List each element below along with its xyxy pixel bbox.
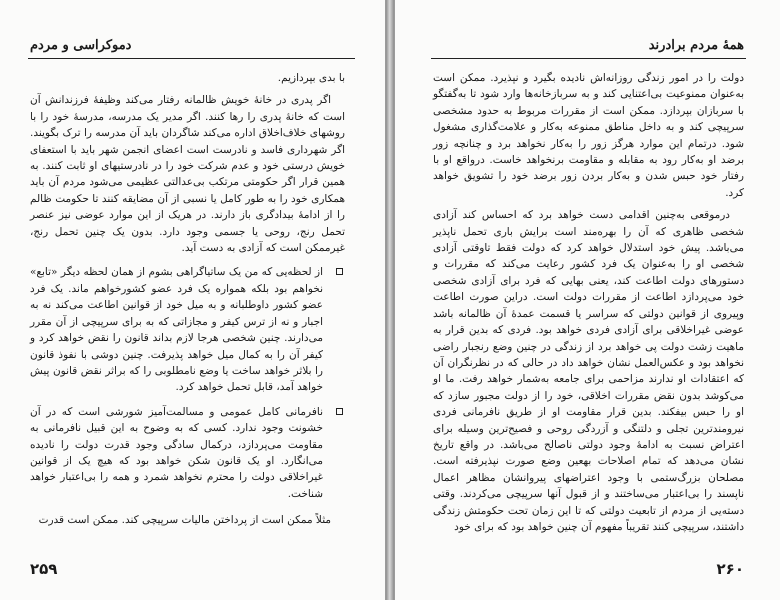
right-page [394,0,780,600]
bullet-item-text: نافرمانی کامل عمومی و مسالمت‌آمیز شورشی است که در آن خشونت وجود ندارد. کسی که به وضوح به این قبیل نافرمانی به مقاومت می‌پردازد، درکمال سادگی وجود قدرت دولت را نادیده می‌انگارد. او یک قانون شکن خواهد بود که هیچ یک از قوانین غیراخلاقی دولت را محترم نخواهد شمرد و همه را بی‌اعتبار خواهد شناخت. [30,405,323,500]
right-page-body [433,70,744,541]
header-rule-left [28,58,355,59]
running-head-left: دموکراسی و مردم [30,38,132,53]
left-footnote-line: مثلاً ممکن است از پرداختن مالیات سرپیچی کند. ممکن است قدرت [38,514,331,527]
running-head-right: همهٔ مردم برادرند [648,38,744,53]
book-gutter [386,0,394,600]
left-page-body [30,70,345,535]
page-number-right: ۲۶۰ [716,560,744,578]
bullet-item-text: از لحظه‌یی که من یک ساتیاگراهی بشوم از همان لحظه دیگر «تابع» نخواهم بود بلکه همواره یک فرد عضو کشورخواهم ماند. یک فرد عضو کشور داوطلبانه و به میل خود از قوانین اطاعت می‌کند نه به اجبار و نه از ترس کیفر و مجازاتی که به برای سرپیچی از آن مقرر می‌دارند. چنین شخصی هرجا لازم بداند قانون را نقض خواهد کرد و کیفر آن را به کمال میل خواهد پذیرفت. چنین دوشی با نفوذ قانون را بلاثر خواهد ساخت یا وضع نامطلوبی را که براثر نقض قانون پیش خواهد آمد، قابل تحمل خواهد کرد. [30,266,323,394]
checkbox-bullet-icon [336,268,343,275]
bullet-item-2 [30,404,345,502]
left-paragraph-1: با بدی بپردازیم. [277,72,345,84]
checkbox-bullet-icon [336,408,343,415]
right-paragraph-2: درموقعی به‌چنین اقدامی دست خواهد برد که احساس کند آزادی شخصی ظاهری که آن را بهره‌مند است برایش باری تحمل ناپذیر می‌باشد. پیش خود استدلال خواهد کرد که دولت فقط تاوقتی آزادی شخصی او را به‌عنوان یک فرد کشور رعایت می‌کند که مقررات و دستورهای دولت اطاعت کند، یعنی بهایی که فرد برای آزادی شخصی خود می‌پردازد اطاعت از مقررات دولت است. دراین صورت اطاعت وپیروی از قوانین دولتی که سراسر یا قسمت عمدهٔ آن ظالمانه باشد عوضی غیراخلاقی برای آزادی فردی خواهد بود. فردی که بدین قرار به ماهیت زشت دولت پی خواهد برد از زندگی در چنین وضع رنجبار راضی نخواهد بود و عکس‌العمل نشان خواهد داد در حالی که در نظرنگران آن که اعتقادات او ندارند مزاحمی برای جامعه به‌شمار خواهد رفت. ما او می‌کوشد بدون نقض مقررات اخلاقی، خود را از دولت مجبور سازد که او را حبس بیفکند. بدین قرار مقاومت او از طریق نافرمانی فردی نیرومندترین تجلی و دلتنگی و آزردگی روحی و فصیح‌ترین وسیله برای اعتراض نسبت به ادامهٔ وجود دولتی ناصالح می‌باشد. در واقع تاریخ نشان می‌دهد که تمام اصلاحات بهعین وضع صورت نپذیرفته است. مصلحان بزرگ‌ستمی با وجود اعتراضهای پیروانشان مظاهر اعمال ناپسند را بی‌اعتبار می‌ساختند و از قبول آنها سرپیچی می‌کردند. وقتی دسته‌یی از مردم از تابعیت دولتی که تا این زمان تحت حکومتش زندگی داشتند، سرپیچی کنند تقریباً مفهوم آن چنین خواهد بود که برای خود [433,209,744,533]
bullet-item-1 [30,264,345,395]
page-number-left: ۲۵۹ [30,560,58,578]
right-paragraph-1: دولت را در امور زندگی روزانه‌اش نادیده بگیرد و نپذیرد. ممکن است به‌عنوان ممنوعیت بی‌اعتنایی کند و به سربازخانه‌ها وارد شود تا به‌گفتگو با سربازان بپردازد. ممکن است از مقررات مربوط به حدود مشخصی سرپیچی کند و به داخل مناطق ممنوعه به‌کار و علامت‌گذاری مشغول شود. درتمام این موارد هرگز زور را به‌کار نخواهد برد و چنانچه زور برضد او به‌کار رود به مقابله و مقاومت برنخواهد خاست. درواقع او با رفتار خود حبس شدن و به‌کار بردن زور برضد خود را تشویق خواهد کرد. [433,72,744,199]
left-page [0,0,386,600]
left-paragraph-2: اگر پدری در خانهٔ خویش ظالمانه رفتار می‌کند وظیفهٔ فرزندانش آن است که خانهٔ پدری را رها کنند. اگر مدیر یک مدرسه، مدرسهٔ خود را با روشهای خلاف‌اخلاق اداره می‌کند شاگردان باید آن مدرسه را ترک بگویند. اگر شهرداری فاسد و نادرست است اعضای انجمن شهر باید با استعفای خویش درستی خود و عدم شرکت خود را در نادرستیهای او ثابت کنند. به همین قرار اگر حکومتی مرتکب بی‌عدالتی عظیمی می‌شود مردم آن باید همکاری خود را به طور کامل یا نسبی از آن مضایقه کنند تا حکومت ظالم را از ادامهٔ بیدادگری باز دارند. در هریک از این موارد عوضی نیز عنصر تحمل رنج، روحی یا جسمی وجود دارد. بدون یک چنین تحمل رنج، غیرممکن است که آزادی به دست آید. [30,94,345,255]
header-rule-right [431,58,746,59]
